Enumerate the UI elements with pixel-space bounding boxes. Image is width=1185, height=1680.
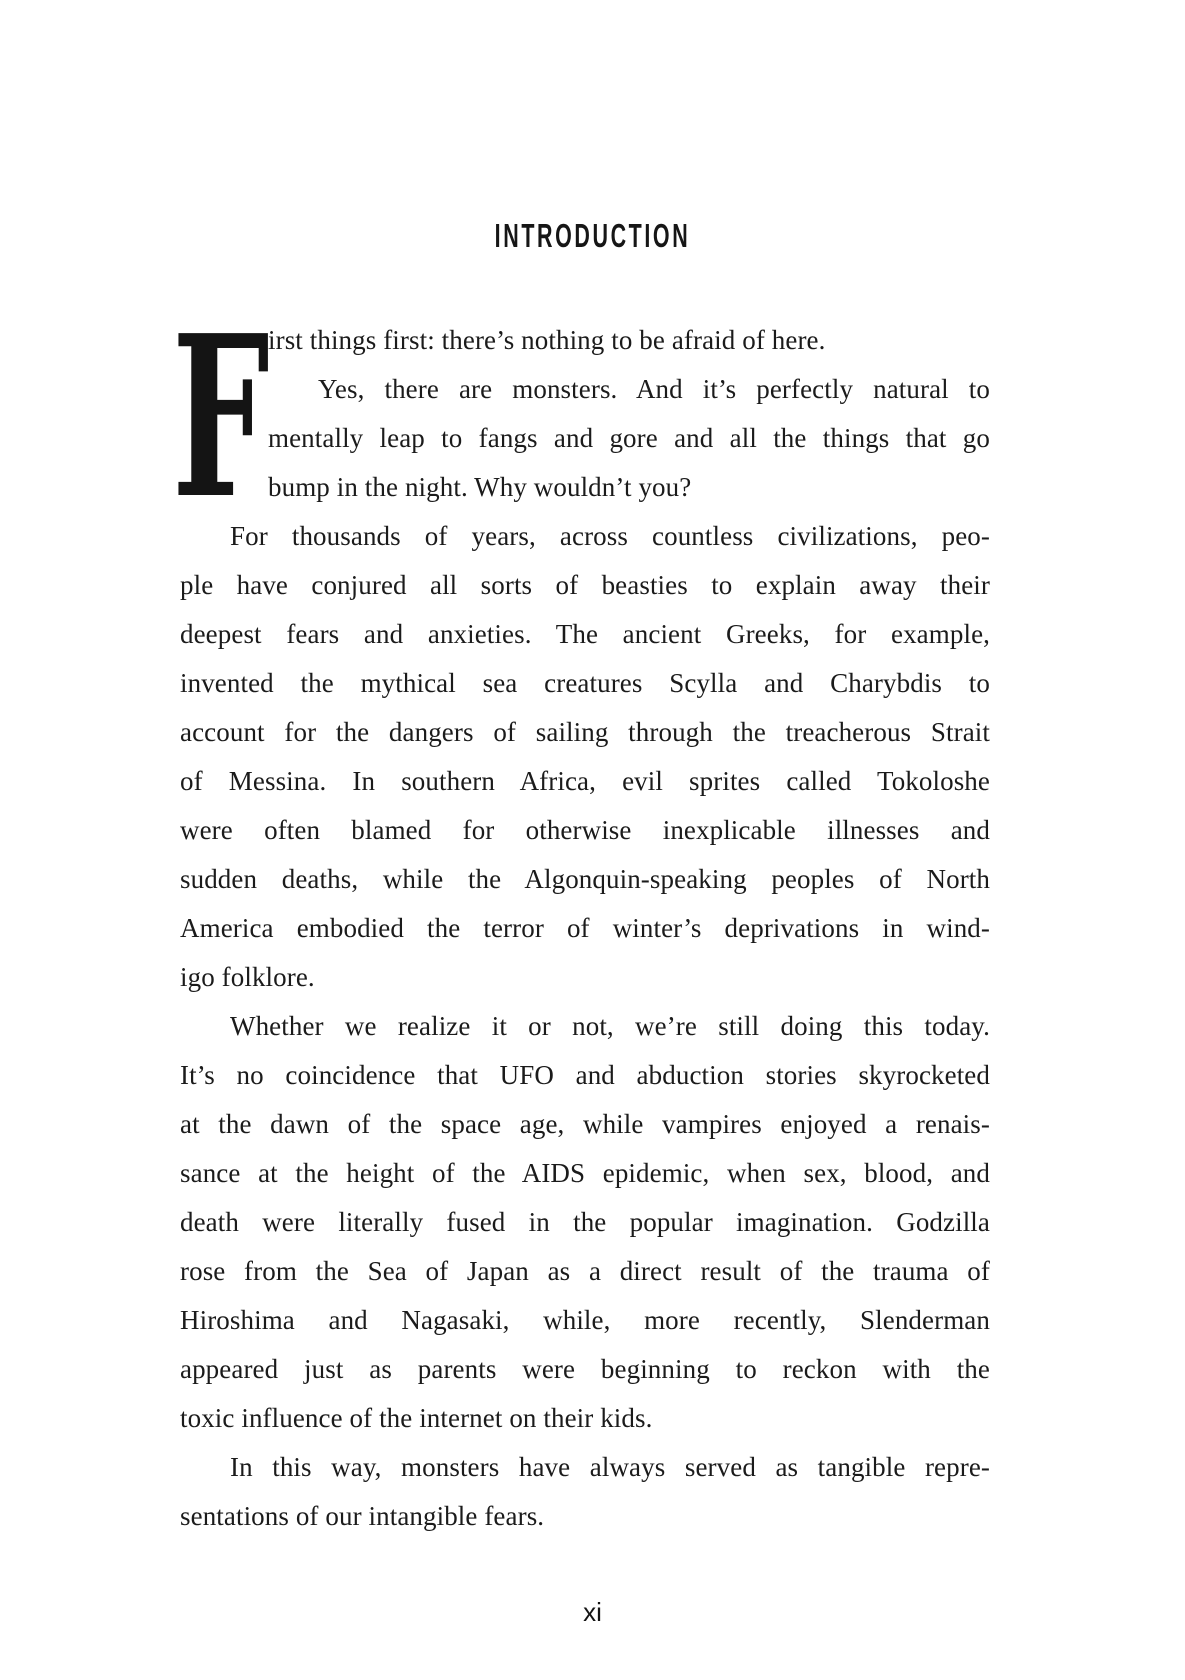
text-line: Whether we realize it or not, we’re still doing this today. (230, 1011, 990, 1041)
folio-row (0, 1597, 1185, 1627)
text-line: invented the mythical sea creatures Scylla and Charybdis to (180, 668, 990, 698)
text-line: death were literally fused in the popular imagination. Godzilla (180, 1207, 990, 1237)
text-line: were often blamed for otherwise inexplicable illnesses and (180, 815, 990, 845)
text-line: bump in the night. Why wouldn’t you? (268, 472, 692, 502)
text-line: America embodied the terror of winter’s deprivations in wind- (180, 913, 990, 943)
text-line: ple have conjured all sorts of beasties to explain away their (180, 570, 990, 600)
chapter-heading: INTRODUCTION (494, 217, 691, 254)
body-text (172, 288, 990, 1541)
text-line: rose from the Sea of Japan as a direct result of the trauma of (180, 1256, 990, 1286)
text-line: appeared just as parents were beginning to reckon with the (180, 1354, 990, 1384)
page-number: xi (583, 1597, 602, 1627)
text-line: For thousands of years, across countless civilizations, peo- (230, 521, 990, 551)
text-line: sentations of our intangible fears. (180, 1501, 545, 1531)
text-line: of Messina. In southern Africa, evil sprites called Tokoloshe (180, 766, 990, 796)
text-line: Hiroshima and Nagasaki, while, more recently, Slenderman (180, 1305, 990, 1335)
drop-cap: F (172, 288, 270, 548)
text-line: igo folklore. (180, 962, 315, 992)
text-line: sudden deaths, while the Algonquin-speaking peoples of North (180, 864, 990, 894)
text-line: toxic influence of the internet on their kids. (180, 1403, 653, 1433)
text-line: mentally leap to fangs and gore and all the things that go (268, 423, 990, 453)
text-line: irst things first: there’s nothing to be afraid of here. (268, 325, 826, 355)
chapter-heading-row (0, 219, 1185, 252)
text-line: In this way, monsters have always served as tangible repre- (230, 1452, 990, 1482)
text-line: at the dawn of the space age, while vampires enjoyed a renais- (180, 1109, 990, 1139)
text-line: It’s no coincidence that UFO and abduction stories skyrocketed (180, 1060, 990, 1090)
text-line: sance at the height of the AIDS epidemic, when sex, blood, and (180, 1158, 990, 1188)
text-line: deepest fears and anxieties. The ancient Greeks, for example, (180, 619, 990, 649)
text-line: Yes, there are monsters. And it’s perfectly natural to (318, 374, 990, 404)
text-line: account for the dangers of sailing through the treacherous Strait (180, 717, 990, 747)
